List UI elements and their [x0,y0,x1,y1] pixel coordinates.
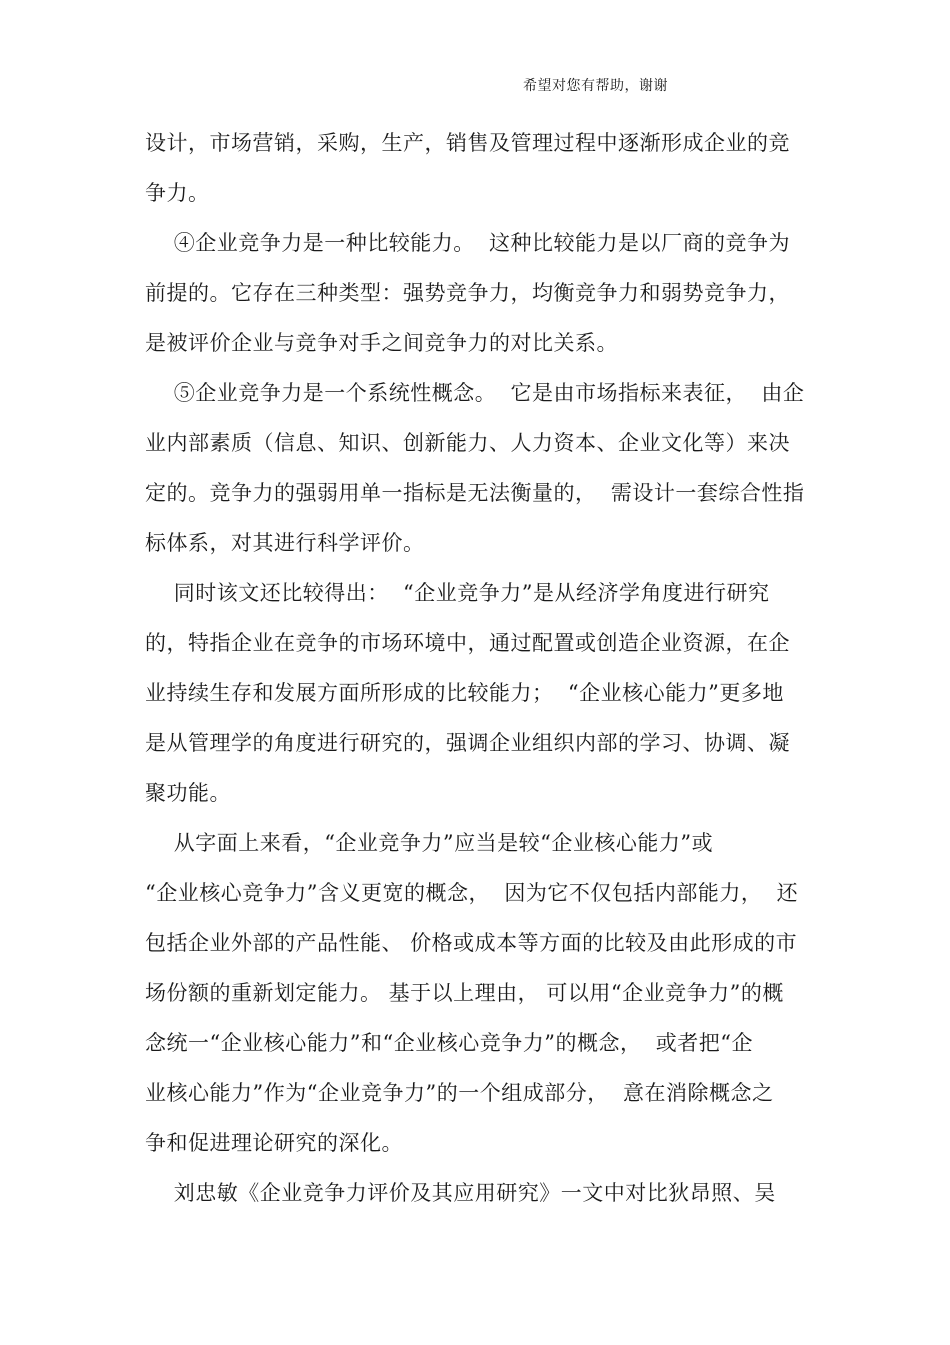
text-line: 标体系，对其进行科学评价。 [145,531,425,555]
text-line: 包括企业外部的产品性能、 价格或成本等方面的比较及由此形成的市 [145,931,798,955]
text-line: 争和促进理论研究的深化。 [145,1131,403,1155]
page-header: 希望对您有帮助，谢谢 [523,78,668,94]
text-line: “企业核心竞争力”含义更宽的概念， 因为它不仅包括内部能力， 还 [145,881,799,905]
text-line: 聚功能。 [145,781,231,805]
text-line: 是被评价企业与竞争对手之间竞争力的对比关系。 [145,331,618,355]
text-line: 从字面上来看，“企业竞争力”应当是较“企业核心能力”或 [145,831,714,855]
text-line: 业核心能力”作为“企业竞争力”的一个组成部分， 意在消除概念之 [145,1081,774,1105]
text-line: 前提的。它存在三种类型：强势竞争力，均衡竞争力和弱势竞争力， [145,281,790,305]
text-line: 业持续生存和发展方面所形成的比较能力； “企业核心能力”更多地 [145,681,784,705]
text-line: 同时该文还比较得出： “企业竞争力”是从经济学角度进行研究 [145,581,770,605]
text-line: 争力。 [145,181,210,205]
text-line: ④企业竞争力是一种比较能力。 这种比较能力是以厂商的竞争为 [145,231,791,255]
document-body [145,118,815,1218]
text-line: 场份额的重新划定能力。 基于以上理由， 可以用“企业竞争力”的概 [145,981,784,1005]
text-line: 念统一“企业核心能力”和“企业核心竞争力”的概念， 或者把“企 [145,1031,754,1055]
text-line: 设计，市场营销，采购，生产，销售及管理过程中逐渐形成企业的竞 [145,131,790,155]
text-line: 业内部素质（信息、知识、创新能力、人力资本、企业文化等）来决 [145,431,790,455]
text-line: 刘忠敏《企业竞争力评价及其应用研究》一文中对比狄昂照、吴 [145,1181,776,1205]
text-line: 是从管理学的角度进行研究的，强调企业组织内部的学习、协调、凝 [145,731,790,755]
text-line: ⑤企业竞争力是一个系统性概念。 它是由市场指标来表征， 由企 [145,381,805,405]
text-line: 定的。竞争力的强弱用单一指标是无法衡量的， 需设计一套综合性指 [145,481,805,505]
text-line: 的，特指企业在竞争的市场环境中，通过配置或创造企业资源，在企 [145,631,790,655]
